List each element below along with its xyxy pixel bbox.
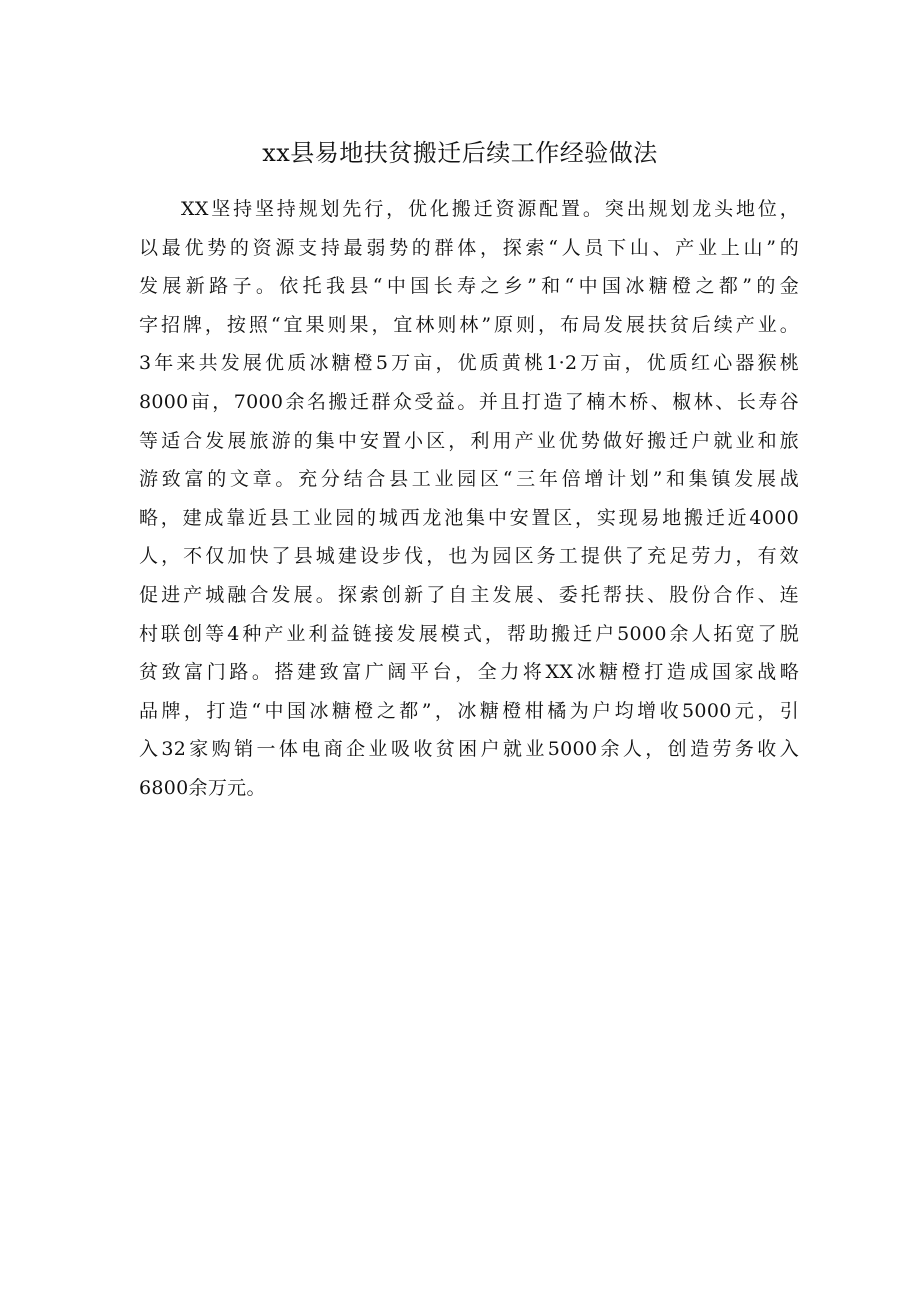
paragraph-line: 以最优势的资源支持最弱势的群体，探索“人员下山、产业上山”的 — [139, 236, 799, 259]
paragraph-line: 等适合发展旅游的集中安置小区，利用产业优势做好搬迁户就业和旅 — [139, 429, 799, 452]
paragraph-line: 村联创等4种产业利益链接发展模式，帮助搬迁户5000余人拓宽了脱 — [139, 622, 799, 645]
paragraph-line: 6800余万元。 — [139, 776, 266, 799]
paragraph-line: 发展新路子。依托我县“中国长寿之乡”和“中国冰糖橙之都”的金 — [139, 275, 799, 298]
paragraph-line: 游致富的文章。充分结合县工业园区“三年倍增计划”和集镇发展战 — [139, 468, 799, 491]
document-body — [139, 190, 799, 808]
paragraph-line: 人，不仅加快了县城建设步伐，也为园区务工提供了充足劳力，有效 — [139, 545, 799, 568]
paragraph-line: 促进产城融合发展。探索创新了自主发展、委托帮扶、股份合作、连 — [139, 583, 799, 606]
paragraph-line: 8000亩，7000余名搬迁群众受益。并且打造了楠木桥、椒林、长寿谷 — [139, 390, 799, 413]
paragraph-line: 入32家购销一体电商企业吸收贫困户就业5000余人，创造劳务收入 — [139, 738, 799, 761]
paragraph-line: XX坚持坚持规划先行，优化搬迁资源配置。突出规划龙头地位， — [181, 198, 799, 220]
paragraph-line: 贫致富门路。搭建致富广阔平台，全力将XX冰糖橙打造成国家战略 — [139, 661, 799, 684]
paragraph-line: 品牌，打造“中国冰糖橙之都”，冰糖橙柑橘为户均增收5000元，引 — [139, 699, 799, 722]
paragraph-line: 字招牌，按照“宜果则果，宜林则林”原则，布局发展扶贫后续产业。 — [139, 313, 799, 336]
paragraph-line: 略，建成靠近县工业园的城西龙池集中安置区，实现易地搬迁近4000 — [139, 506, 799, 529]
paragraph-line: 3年来共发展优质冰糖橙5万亩，优质黄桃1·2万亩，优质红心器猴桃 — [139, 352, 799, 375]
document-title: xx县易地扶贫搬迁后续工作经验做法 — [262, 139, 658, 167]
